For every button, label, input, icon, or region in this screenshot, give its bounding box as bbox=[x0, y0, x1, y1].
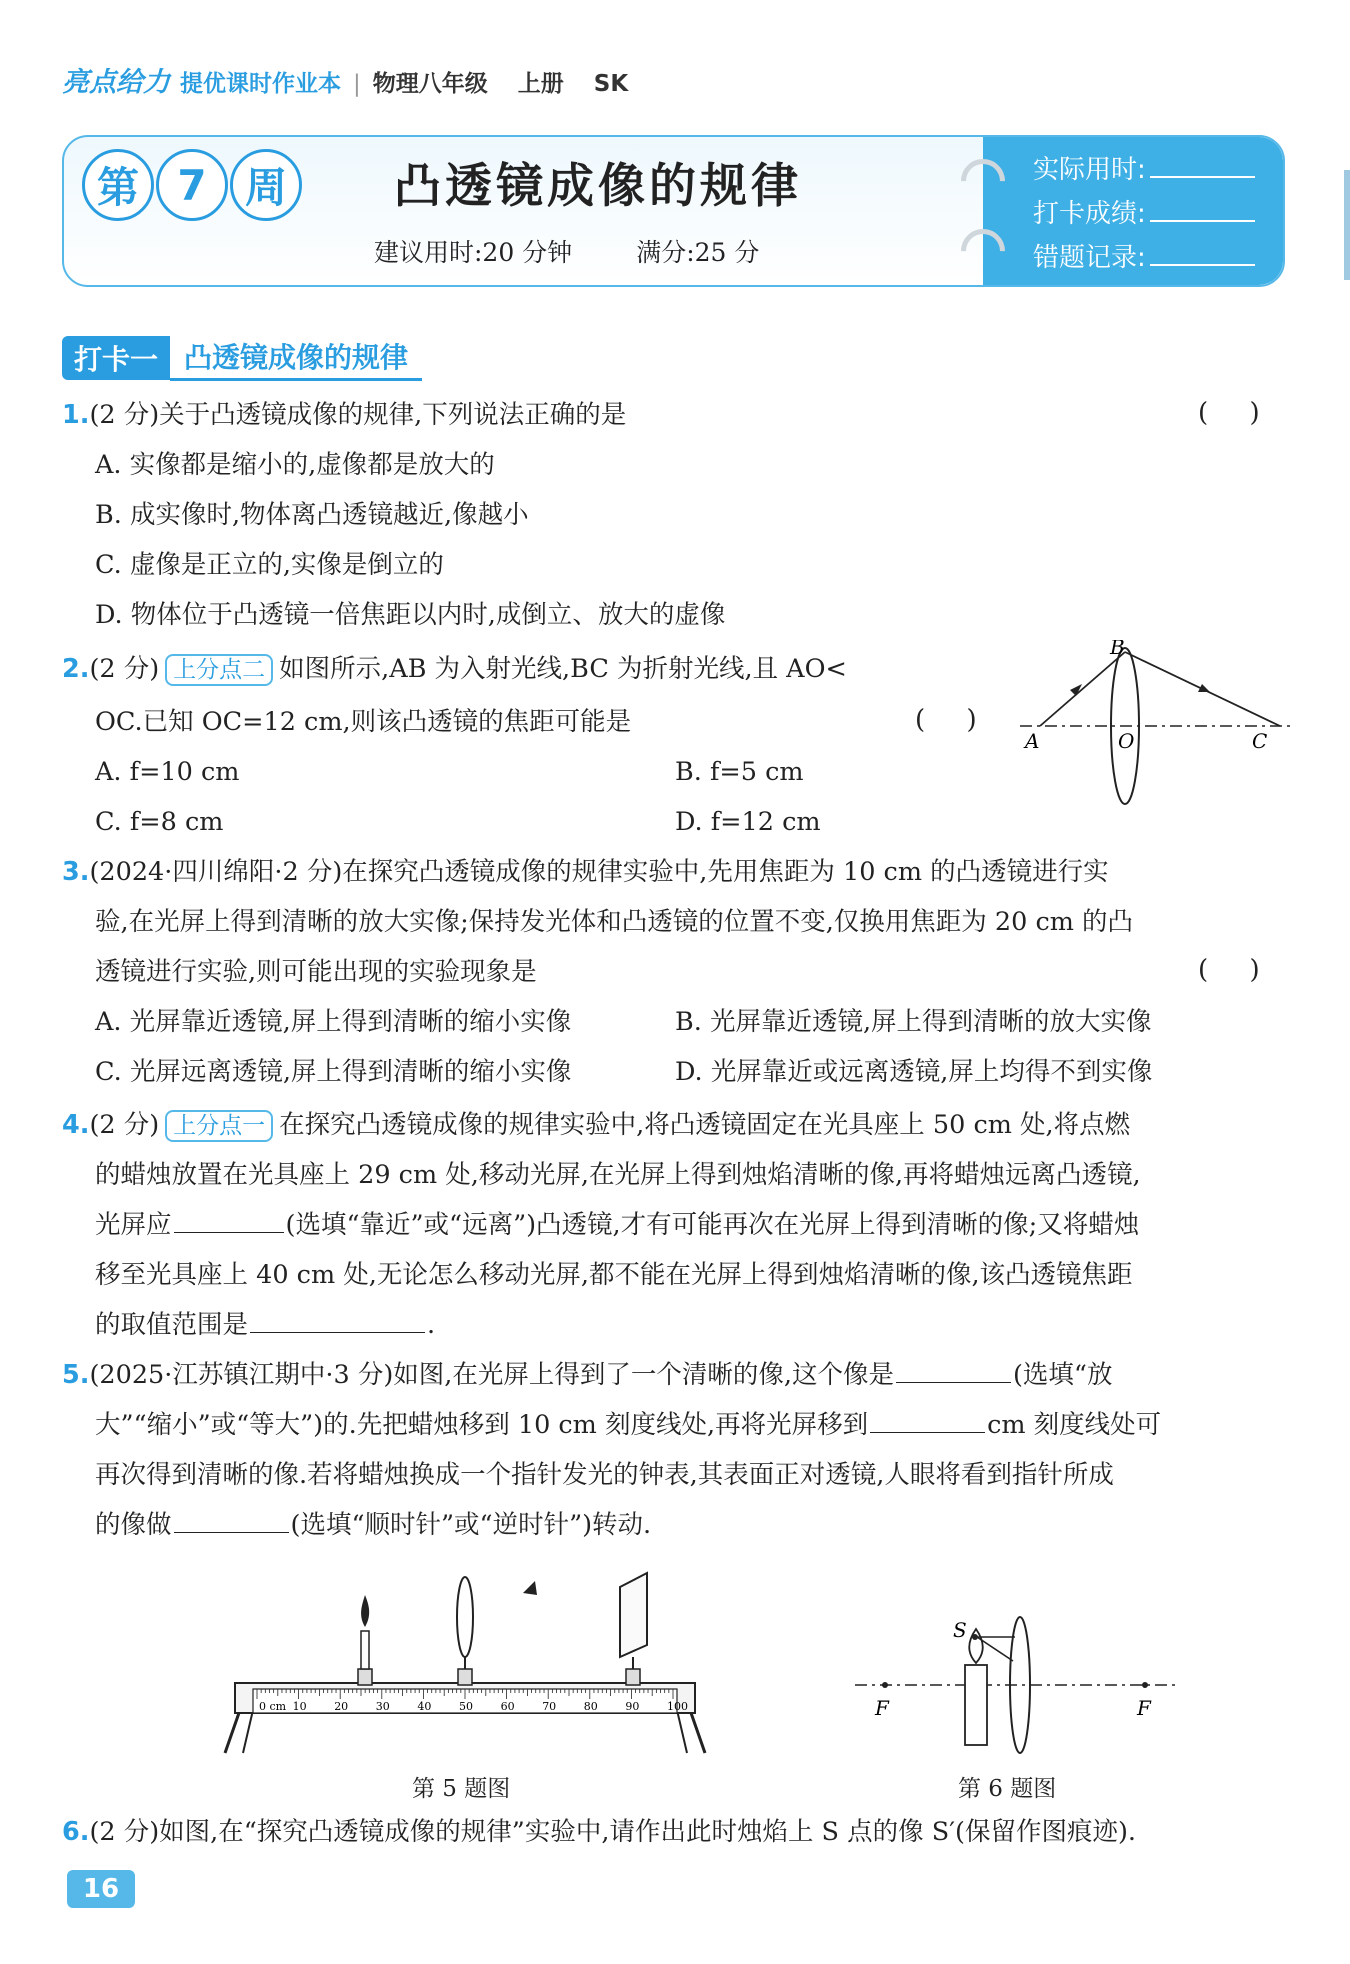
subject: 物理八年级 bbox=[372, 71, 488, 97]
label-f: F bbox=[875, 1696, 889, 1720]
week-badge bbox=[82, 149, 302, 221]
label-f: F bbox=[1137, 1696, 1151, 1720]
fig5-optical-bench bbox=[215, 1565, 725, 1760]
q2-stem-line2: OC.已知 OC=12 cm,则该凸透镜的焦距可能是 bbox=[95, 707, 632, 737]
ruler-label: 20 bbox=[334, 1700, 349, 1713]
candle bbox=[965, 1665, 987, 1745]
candle bbox=[361, 1631, 369, 1669]
q2-stem-line1: 2.(2 分) 上分点二 如图所示,AB 为入射光线,BC 为折射光线,且 AO< bbox=[62, 654, 847, 684]
label-b: B bbox=[1110, 640, 1125, 659]
fig6-figure bbox=[855, 1615, 1175, 1760]
record-errors: 错题记录: bbox=[1033, 237, 1255, 274]
hook-icon bbox=[952, 150, 1014, 212]
ruler-label: 0 cm bbox=[259, 1700, 287, 1713]
q2-option-c: C. f=8 cm bbox=[95, 807, 224, 837]
week-number: 7 bbox=[156, 149, 228, 221]
ruler-label: 80 bbox=[583, 1700, 598, 1713]
chapter-banner bbox=[62, 135, 1285, 287]
q1-option-b: B. 成实像时,物体离凸透镜越近,像越小 bbox=[95, 500, 529, 530]
q5-blank-1[interactable] bbox=[896, 1381, 1011, 1383]
q2-option-d: D. f=12 cm bbox=[675, 807, 821, 837]
holder bbox=[458, 1669, 472, 1685]
section-header bbox=[62, 334, 422, 381]
holder bbox=[358, 1669, 372, 1685]
hook-icon bbox=[952, 220, 1014, 282]
record-blank[interactable] bbox=[1150, 219, 1255, 222]
q1-stem: 1.(2 分)关于凸透镜成像的规律,下列说法正确的是 bbox=[62, 400, 627, 430]
flame-icon bbox=[969, 1629, 983, 1663]
ruler-label: 10 bbox=[292, 1700, 307, 1713]
running-header bbox=[62, 60, 628, 99]
q5-blank-3[interactable] bbox=[174, 1531, 289, 1533]
section-tag: 打卡一 bbox=[62, 336, 170, 380]
label-c: C bbox=[1252, 729, 1268, 753]
week-char: 周 bbox=[230, 149, 302, 221]
ruler-label: 50 bbox=[459, 1700, 473, 1713]
chapter-meta bbox=[374, 233, 759, 269]
eye-icon bbox=[523, 1581, 537, 1595]
label-o: O bbox=[1118, 729, 1135, 753]
edition: SK bbox=[593, 71, 629, 97]
flame-icon bbox=[361, 1595, 369, 1627]
focus-point bbox=[1142, 1682, 1148, 1688]
focus-point bbox=[882, 1682, 888, 1688]
q1-option-a: A. 实像都是缩小的,虚像都是放大的 bbox=[95, 450, 495, 480]
bench-leg bbox=[690, 1710, 705, 1753]
q5-blank-2[interactable] bbox=[870, 1431, 985, 1433]
fig5-caption: 第 5 题图 bbox=[412, 1776, 511, 1802]
convex-lens bbox=[457, 1577, 473, 1657]
fig6-caption: 第 6 题图 bbox=[958, 1776, 1057, 1802]
suggested-time: 建议用时:20 分钟 bbox=[374, 238, 573, 267]
record-actual-time: 实际用时: bbox=[1033, 149, 1255, 186]
q3-option-c: C. 光屏远离透镜,屏上得到清晰的缩小实像 bbox=[95, 1057, 572, 1087]
ruler-label: 60 bbox=[500, 1700, 515, 1713]
label-a: A bbox=[1025, 729, 1040, 753]
series-name: 提优课时作业本 bbox=[180, 71, 341, 97]
q1-option-d: D. 物体位于凸透镜一倍焦距以内时,成倒立、放大的虚像 bbox=[95, 600, 726, 630]
q3-option-a: A. 光屏靠近透镜,屏上得到清晰的缩小实像 bbox=[95, 1007, 572, 1037]
section-title: 凸透镜成像的规律 bbox=[170, 334, 422, 381]
page-edge-bar bbox=[1344, 170, 1350, 280]
q5-stem-line4: 的像做 (选填“顺时针”或“逆时针”)转动. bbox=[95, 1510, 652, 1540]
brand-logo: 亮点给力 bbox=[62, 67, 170, 98]
q4-blank-2[interactable] bbox=[250, 1331, 425, 1333]
q2-option-b: B. f=5 cm bbox=[675, 757, 804, 787]
q4-blank-1[interactable] bbox=[174, 1231, 284, 1233]
q2-figure bbox=[1010, 640, 1300, 810]
q2-answer-paren[interactable]: ( ) bbox=[915, 705, 977, 735]
q4-stem-line3: 光屏应 (选填“靠近”或“远离”)凸透镜,才有可能再次在光屏上得到清晰的像;又将蜡烛 bbox=[95, 1210, 1140, 1240]
q3-option-b: B. 光屏靠近透镜,屏上得到清晰的放大实像 bbox=[675, 1007, 1152, 1037]
q5-stem-line3: 再次得到清晰的像.若将蜡烛换成一个指针发光的钟表,其表面正对透镜,人眼将看到指针所成 bbox=[95, 1460, 1114, 1490]
ruler-label: 30 bbox=[375, 1700, 390, 1713]
record-panel bbox=[983, 137, 1283, 285]
holder bbox=[626, 1669, 640, 1685]
bench-leg bbox=[243, 1710, 253, 1753]
q4-stem-line4: 移至光具座上 40 cm 处,无论怎么移动光屏,都不能在光屏上得到烛焰清晰的像,该凸透镜焦距 bbox=[95, 1260, 1133, 1290]
q1-option-c: C. 虚像是正立的,实像是倒立的 bbox=[95, 550, 444, 580]
chapter-title: 凸透镜成像的规律 bbox=[394, 159, 802, 214]
record-blank[interactable] bbox=[1150, 263, 1255, 266]
q4-tag: 上分点一 bbox=[165, 1110, 273, 1142]
bench-leg bbox=[225, 1710, 240, 1753]
volume: 上册 bbox=[517, 71, 564, 97]
label-s: S bbox=[953, 1618, 967, 1642]
q3-answer-paren[interactable]: ( ) bbox=[1198, 955, 1260, 985]
q5-stem-line2: 大”“缩小”或“等大”)的.先把蜡烛移到 10 cm 刻度线处,再将光屏移到 cm 刻度线处可 bbox=[95, 1410, 1162, 1440]
q3-option-d: D. 光屏靠近或远离透镜,屏上均得不到实像 bbox=[675, 1057, 1153, 1087]
q1-answer-paren[interactable]: ( ) bbox=[1198, 398, 1260, 428]
record-score: 打卡成绩: bbox=[1033, 193, 1255, 230]
ruler-label: 70 bbox=[542, 1700, 557, 1713]
full-score: 满分:25 分 bbox=[636, 238, 760, 267]
header-divider: | bbox=[353, 71, 361, 97]
q4-stem-line5: 的取值范围是 . bbox=[95, 1310, 436, 1340]
week-char: 第 bbox=[82, 149, 154, 221]
q4-stem-line2: 的蜡烛放置在光具座上 29 cm 处,移动光屏,在光屏上得到烛焰清晰的像,再将蜡烛远离凸透镜, bbox=[95, 1160, 1141, 1190]
q3-stem-line2: 验,在光屏上得到清晰的放大实像;保持发光体和凸透镜的位置不变,仅换用焦距为 20 cm 的凸 bbox=[95, 907, 1134, 937]
record-blank[interactable] bbox=[1150, 175, 1255, 178]
ruler-label: 90 bbox=[625, 1700, 640, 1713]
light-screen bbox=[620, 1573, 647, 1657]
q4-stem-line1: 4.(2 分) 上分点一 在探究凸透镜成像的规律实验中,将凸透镜固定在光具座上 50 cm 处,将点燃 bbox=[62, 1110, 1131, 1140]
ruler-label: 40 bbox=[417, 1700, 432, 1713]
page-number: 16 bbox=[67, 1870, 135, 1908]
q5-stem-line1: 5.(2025·江苏镇江期中·3 分)如图,在光屏上得到了一个清晰的像,这个像是 (选填“放 bbox=[62, 1360, 1113, 1390]
bench-leg bbox=[677, 1710, 687, 1753]
q6-stem: 6.(2 分)如图,在“探究凸透镜成像的规律”实验中,请作出此时烛焰上 S 点的像 S′(保留作图痕迹). bbox=[62, 1817, 1136, 1847]
q3-stem-line3: 透镜进行实验,则可能出现的实验现象是 bbox=[95, 957, 537, 987]
q2-tag: 上分点二 bbox=[165, 654, 273, 686]
ruler-label: 100 bbox=[667, 1700, 688, 1713]
q2-option-a: A. f=10 cm bbox=[95, 757, 240, 787]
q3-stem-line1: 3.(2024·四川绵阳·2 分)在探究凸透镜成像的规律实验中,先用焦距为 10 cm 的凸透镜进行实 bbox=[62, 857, 1109, 887]
